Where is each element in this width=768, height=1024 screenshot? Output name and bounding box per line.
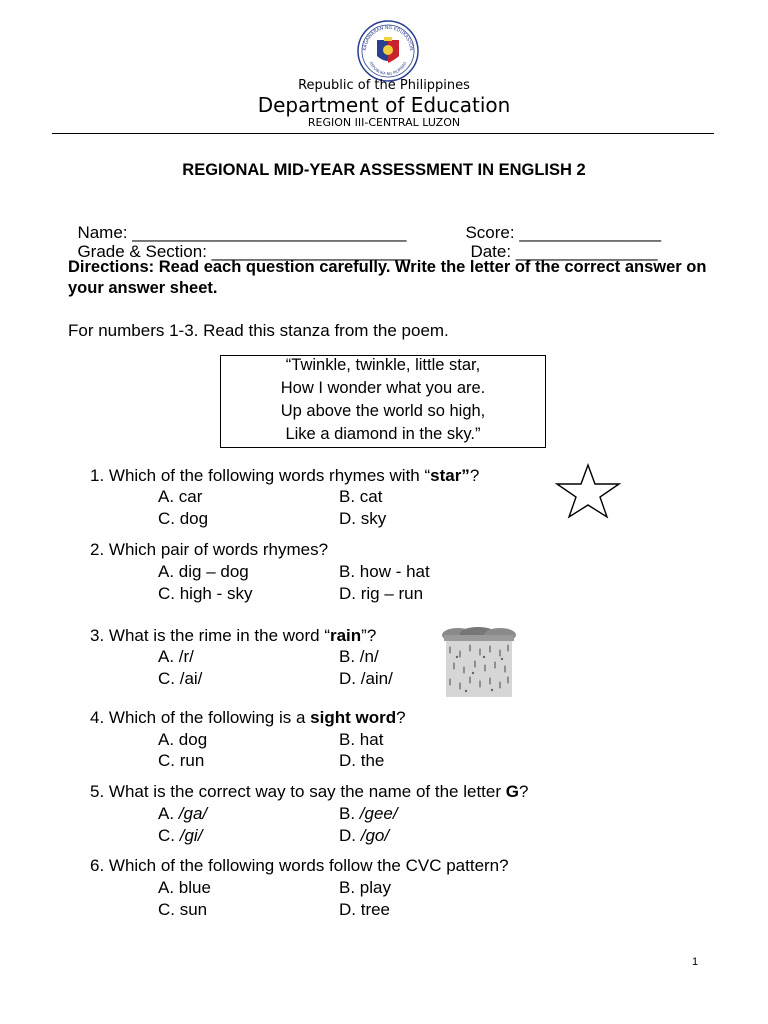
option-d: D. rig – run xyxy=(339,584,424,603)
option-letter: B. xyxy=(339,804,360,823)
option-b: B. play xyxy=(339,878,391,897)
option-text: /go/ xyxy=(360,826,390,845)
option-b: B. hat xyxy=(339,730,384,749)
page-number: 1 xyxy=(692,956,699,968)
question-text: 5. What is the correct way to say the name of the letter xyxy=(90,782,506,801)
question-4 xyxy=(90,708,406,728)
directions-text: Directions: Read each question carefully. Write the letter of the correct answer on your answer sheet. xyxy=(68,258,707,297)
question-3 xyxy=(90,626,376,646)
assessment-title: REGIONAL MID-YEAR ASSESSMENT IN ENGLISH 2 xyxy=(182,161,586,179)
option-letter: C. xyxy=(158,826,180,845)
option-letter: D. xyxy=(339,826,361,845)
question-6 xyxy=(90,856,509,876)
option-c: C. dog xyxy=(158,509,209,528)
deped-seal-logo xyxy=(357,20,419,82)
header-divider xyxy=(52,133,714,134)
poem-line: How I wonder what you are. xyxy=(280,379,486,397)
question-emphasis: rain xyxy=(329,626,362,645)
seal-top-text: KAGAWARAN NG EDUKASYON xyxy=(362,25,414,51)
option-c: C. /ai/ xyxy=(158,669,203,688)
option-text: /ga/ xyxy=(178,804,208,823)
option-a: A. /r/ xyxy=(158,647,194,666)
star-illustration-icon xyxy=(555,463,621,519)
question-emphasis: G xyxy=(505,782,519,801)
region-heading: REGION III-CENTRAL LUZON xyxy=(307,116,461,129)
option-d: D. /ain/ xyxy=(339,669,393,688)
rain-illustration-icon xyxy=(440,627,518,699)
date-blank: _______________ xyxy=(515,242,658,261)
question-emphasis: sight word xyxy=(310,708,397,727)
seal-bottom-text: REPUBLIKA NG PILIPINAS xyxy=(368,60,408,77)
score-blank: _______________ xyxy=(519,223,662,242)
question-text-end: ? xyxy=(518,782,529,801)
grade-section-label: Grade & Section: xyxy=(77,242,212,261)
option-a: A. blue xyxy=(158,878,211,897)
grade-section-field-row xyxy=(68,220,410,262)
question-1 xyxy=(90,466,479,486)
poem-line: “Twinkle, twinkle, little star, xyxy=(285,356,481,374)
poem-instruction: For numbers 1-3. Read this stanza from the poem. xyxy=(68,321,449,340)
option-text: /gee/ xyxy=(359,804,398,823)
question-text: 1. Which of the following words rhymes with “ xyxy=(90,466,431,485)
question-5 xyxy=(90,782,528,802)
grade-section-blank: _____________________ xyxy=(211,242,411,261)
question-text: 3. What is the rime in the word “ xyxy=(90,626,330,645)
republic-heading: Republic of the Philippines xyxy=(298,78,470,93)
question-text-end: ? xyxy=(396,708,406,727)
name-blank: _____________________________ xyxy=(132,223,407,242)
question-emphasis: star” xyxy=(430,466,470,485)
score-label: Score: xyxy=(465,223,520,242)
option-d xyxy=(339,826,389,846)
option-letter: A. xyxy=(158,804,179,823)
option-d: D. tree xyxy=(339,900,391,919)
name-label: Name: xyxy=(77,223,133,242)
option-c: C. high - sky xyxy=(158,584,253,603)
option-c: C. run xyxy=(158,751,205,770)
option-c: C. sun xyxy=(158,900,208,919)
option-b: B. /n/ xyxy=(339,647,379,666)
poem-line: Like a diamond in the sky.” xyxy=(285,425,481,443)
date-label: Date: xyxy=(470,242,516,261)
question-2 xyxy=(90,540,328,560)
department-heading: Department of Education xyxy=(257,93,511,117)
date-field-row xyxy=(461,220,658,262)
option-b: B. cat xyxy=(339,487,383,506)
question-text: 2. Which pair of words rhymes? xyxy=(90,540,329,559)
question-text-end: ? xyxy=(469,466,480,485)
option-a xyxy=(158,804,207,824)
option-b xyxy=(339,804,398,824)
option-b: B. how - hat xyxy=(339,562,430,581)
question-text: 6. Which of the following words follow the CVC pattern? xyxy=(90,856,509,875)
option-a: A. car xyxy=(158,487,203,506)
option-d: D. the xyxy=(339,751,385,770)
option-d: D. sky xyxy=(339,509,387,528)
poem-line: Up above the world so high, xyxy=(280,402,486,420)
option-text: /gi/ xyxy=(179,826,203,845)
option-a: A. dig – dog xyxy=(158,562,249,581)
option-a: A. dog xyxy=(158,730,208,749)
question-text: 4. Which of the following is a xyxy=(90,708,311,727)
option-c xyxy=(158,826,202,846)
question-text-end: ”? xyxy=(361,626,377,645)
